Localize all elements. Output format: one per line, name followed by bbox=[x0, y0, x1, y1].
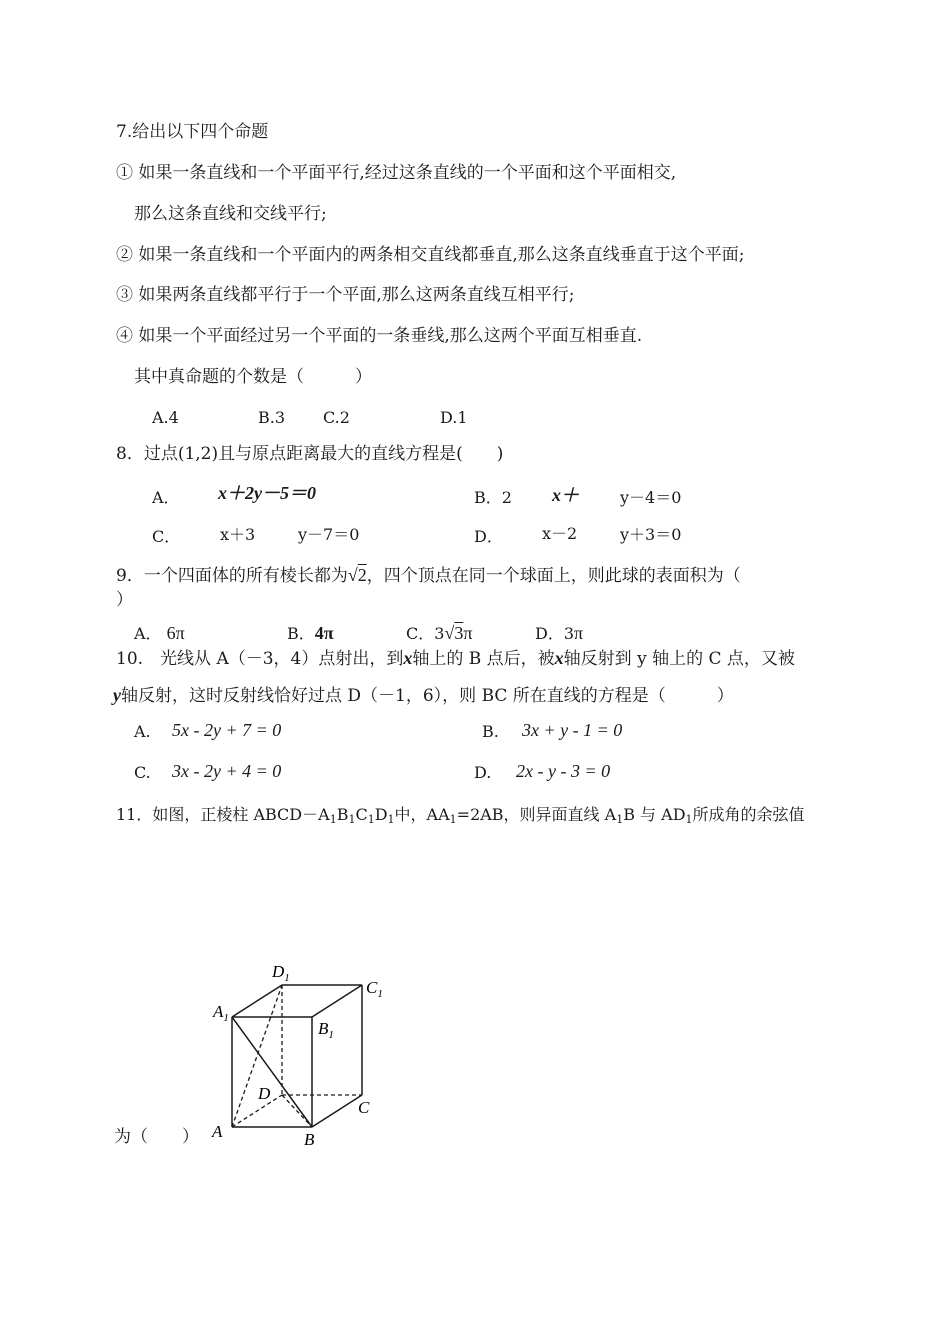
q9-option-c-sqrt: √3 bbox=[444, 623, 464, 643]
q9-option-d-pi: π bbox=[574, 623, 584, 643]
label-a: A bbox=[212, 1122, 223, 1141]
q10-option-a-equation: 5x - 2y + 7 = 0 bbox=[172, 720, 282, 740]
q9-option-b-value: 4π bbox=[314, 623, 334, 643]
q8-option-c-x: x＋3 bbox=[220, 525, 256, 544]
q8-option-b-label: B．2 bbox=[474, 488, 512, 507]
label-c1-subscript: 1 bbox=[377, 988, 383, 1000]
q9-stem-start: 9．一个四面体的所有棱长都为 bbox=[116, 566, 348, 586]
q11-stem-part: B 与 AD bbox=[623, 805, 686, 824]
q11-stem-part: 中，AA bbox=[394, 805, 450, 824]
label-a1 bbox=[212, 1002, 229, 1024]
label-c: C bbox=[358, 1098, 370, 1117]
q7-proposition-3: ③ 如果两条直线都平行于一个平面,那么这两条直线互相平行; bbox=[116, 285, 575, 305]
label-d: D bbox=[258, 1084, 271, 1103]
label-b1-subscript: 1 bbox=[328, 1029, 334, 1041]
segment-d-b-hidden bbox=[282, 1095, 312, 1127]
q11-answer-blank: 为（ ） bbox=[114, 1127, 199, 1147]
label-d1 bbox=[271, 962, 290, 984]
q11-stem-part: D bbox=[374, 805, 388, 824]
q7-proposition-2: ② 如果一条直线和一个平面内的两条相交直线都垂直,那么这条直线垂直于这个平面; bbox=[116, 245, 745, 265]
label-c1 bbox=[366, 978, 383, 1000]
q7-title: 7.给出以下四个命题 bbox=[116, 122, 269, 142]
label-a1-subscript: 1 bbox=[223, 1012, 229, 1024]
q11-subscript: 1 bbox=[387, 813, 395, 826]
q9-stem-close: ） bbox=[116, 590, 133, 610]
q9-option-b bbox=[287, 623, 334, 644]
q10-option-a-label: A. bbox=[134, 722, 151, 741]
q9-option-a-value: 6π bbox=[166, 623, 185, 643]
q11-stem-part: =2AB，则异面直线 A bbox=[456, 805, 617, 824]
q10-line-1a: 10. 光线从 A（－3，4）点射出，到 bbox=[116, 649, 404, 669]
q10-x-symbol-1: x bbox=[403, 648, 413, 668]
q10-option-b-label: B. bbox=[482, 722, 499, 741]
q8-option-a-label: A． bbox=[152, 488, 180, 507]
q9-sqrt: √2 bbox=[347, 565, 367, 585]
segment-a1-b bbox=[232, 1017, 312, 1127]
q10-option-c-equation: 3x - 2y + 4 = 0 bbox=[172, 761, 282, 781]
q10-line-2 bbox=[113, 685, 734, 706]
q10-option-c-label: C. bbox=[134, 763, 151, 782]
label-b: B bbox=[304, 1130, 315, 1149]
q8-option-d-rest: y＋3＝0 bbox=[620, 525, 682, 544]
q9-sqrt-number: 2 bbox=[357, 565, 367, 585]
q11-stem-part: B bbox=[336, 805, 349, 824]
q11-subscript: 1 bbox=[348, 813, 356, 826]
q10-x-symbol-2: x bbox=[554, 648, 564, 668]
label-b1-letter: B bbox=[318, 1019, 329, 1038]
label-d1-subscript: 1 bbox=[284, 972, 290, 984]
segment-a-d1-hidden bbox=[232, 985, 282, 1127]
q7-proposition-1a: ① 如果一条直线和一个平面平行,经过这条直线的一个平面和这个平面相交, bbox=[116, 163, 677, 183]
q10-y-symbol: y bbox=[113, 685, 121, 705]
edge-a1-d1 bbox=[232, 985, 282, 1017]
prism-figure bbox=[200, 955, 400, 1155]
q11-stem-part: 11．如图，正棱柱 ABCD－A bbox=[116, 805, 330, 824]
q11-subscript: 1 bbox=[685, 813, 693, 826]
q8-option-d-label: D． bbox=[474, 527, 503, 546]
q7-option-d: D.1 bbox=[440, 408, 468, 427]
q7-option-b: B.3 bbox=[258, 408, 286, 427]
q11-subscript: 1 bbox=[329, 813, 337, 826]
q7-proposition-4: ④ 如果一个平面经过另一个平面的一条垂线,那么这两个平面互相垂直. bbox=[116, 326, 643, 346]
q9-stem bbox=[116, 565, 741, 586]
label-a1-letter: A bbox=[213, 1002, 224, 1021]
q10-option-d-equation: 2x - y - 3 = 0 bbox=[516, 761, 611, 781]
q8-option-b-x: x＋ bbox=[552, 485, 579, 505]
q10-line-1c: 轴反射到 y 轴上的 C 点，又被 bbox=[563, 649, 795, 669]
label-c1-letter: C bbox=[366, 978, 378, 997]
q10-option-b-equation: 3x + y - 1 = 0 bbox=[522, 720, 623, 740]
q10-option-d-label: D. bbox=[474, 763, 492, 782]
q10-line-1b: 轴上的 B 点后，被 bbox=[412, 649, 555, 669]
q9-option-a bbox=[134, 623, 185, 644]
q9-option-c-pi: π bbox=[463, 623, 473, 643]
q11-subscript: 1 bbox=[616, 813, 624, 826]
q8-option-b-rest: y－4＝0 bbox=[620, 488, 682, 507]
q10-line-1 bbox=[116, 648, 795, 669]
q8-option-c-label: C． bbox=[152, 527, 181, 546]
q8-option-d-x: x－2 bbox=[542, 524, 578, 543]
q8-option-a-equation: x＋2y－5＝0 bbox=[218, 483, 316, 503]
q9-option-c-label: C．3 bbox=[406, 624, 445, 643]
edge-b-c bbox=[312, 1095, 362, 1127]
q9-option-a-label: A． bbox=[134, 624, 162, 643]
q9-option-d bbox=[535, 623, 583, 644]
q7-question: 其中真命题的个数是（ ） bbox=[134, 367, 372, 387]
edge-a-d-hidden bbox=[232, 1095, 282, 1127]
q11-stem-part: 所成角的余弦值 bbox=[692, 805, 805, 824]
q7-option-c: C.2 bbox=[323, 408, 350, 427]
q8-stem: 8．过点(1,2)且与原点距离最大的直线方程是( ) bbox=[116, 444, 504, 464]
q11-stem-part: C bbox=[355, 805, 368, 824]
q9-option-b-label: B． bbox=[287, 624, 315, 643]
q9-option-c-sqrt-number: 3 bbox=[454, 623, 464, 643]
edge-b1-c1 bbox=[312, 985, 362, 1017]
q11-stem bbox=[116, 805, 805, 830]
q7-proposition-1b: 那么这条直线和交线平行; bbox=[134, 204, 327, 224]
q10-line-2-text: 轴反射，这时反射线恰好过点 D（－1，6），则 BC 所在直线的方程是（ ） bbox=[121, 686, 734, 706]
q11-subscript: 1 bbox=[367, 813, 375, 826]
q9-stem-end: ，四个顶点在同一个球面上，则此球的表面积为（ bbox=[366, 566, 741, 586]
label-b1 bbox=[318, 1019, 334, 1041]
q7-option-a: A.4 bbox=[152, 408, 179, 427]
q9-option-d-label: D．3 bbox=[535, 624, 575, 643]
q11-subscript: 1 bbox=[449, 813, 457, 826]
label-d1-letter: D bbox=[272, 962, 285, 981]
q8-option-c-rest: y－7＝0 bbox=[298, 525, 360, 544]
q9-option-c bbox=[406, 623, 472, 644]
